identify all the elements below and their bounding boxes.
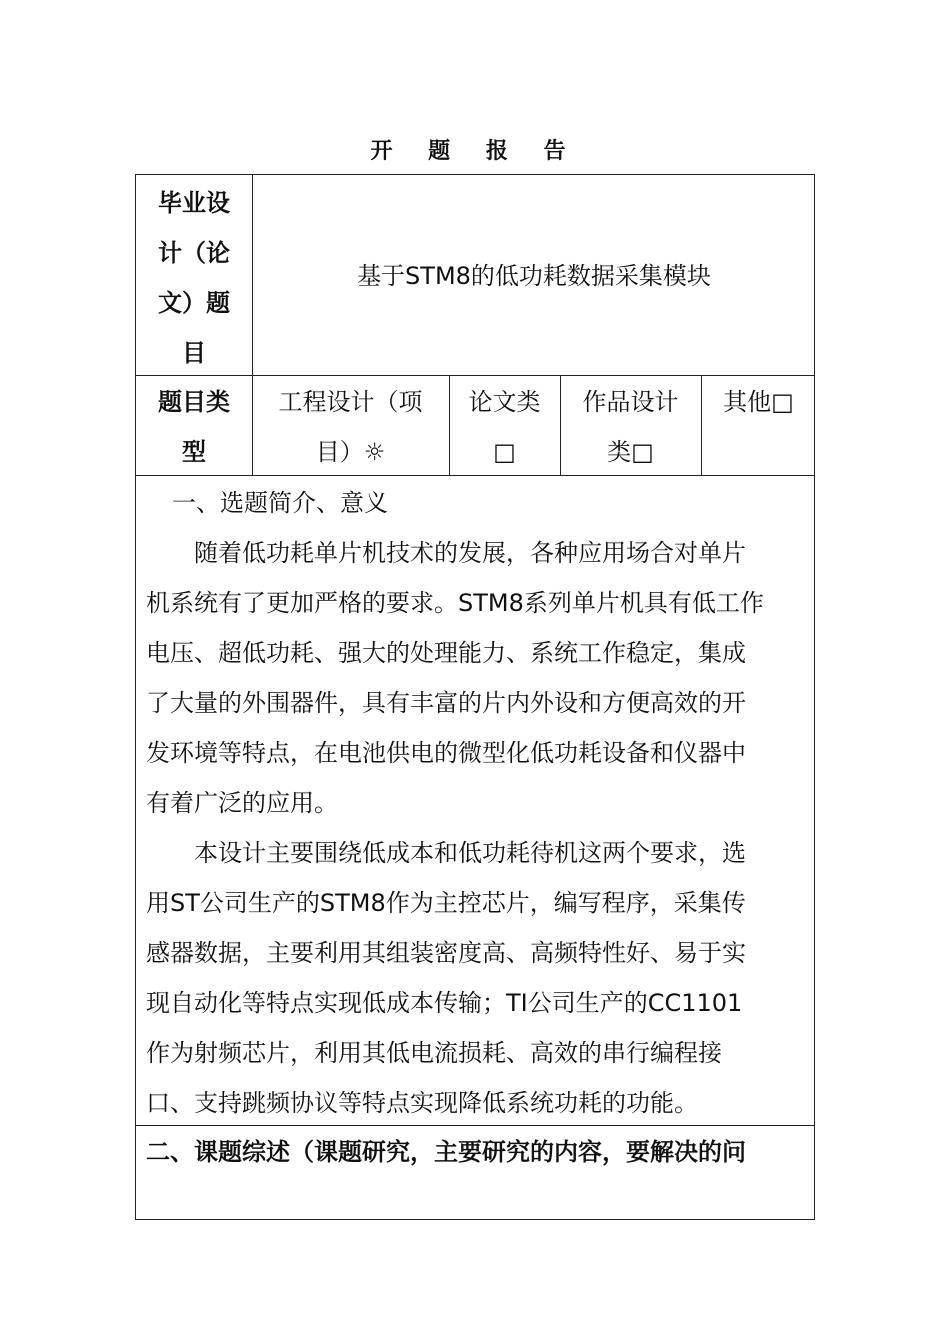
section-heading-intro: 一、选题简介、意义 — [172, 489, 388, 517]
option-engineering-design[interactable]: 工程设计（项 目）☼ — [278, 388, 423, 466]
thesis-title-label: 毕业设 计（论 文）题 目 — [158, 189, 230, 367]
section-heading-review: 二、课题综述（课题研究，主要研究的内容，要解决的问 — [146, 1138, 746, 1166]
proposal-table — [135, 174, 815, 1220]
paragraph-design: 本设计主要围绕低成本和低功耗待机这两个要求，选 用ST公司生产的STM8作为主控芯片，编写程序，采集传 感器数据，主要利用其组装密度高、高频特性好、易于实 现自动化等特点实现低成本传输；TI公司生产的CC1101 作为射频芯片，利用其低电流损耗、高效的串行编程接 口、支持跳频协议等特点实现降低系统功耗的功能。 — [146, 839, 746, 1117]
option-work-design[interactable]: 作品设计 类□ — [582, 388, 679, 466]
option-thesis[interactable]: 论文类 □ — [468, 388, 541, 466]
topic-type-label: 题目类 型 — [158, 388, 230, 466]
option-other[interactable]: 其他□ — [723, 388, 794, 416]
thesis-title-value: 基于STM8的低功耗数据采集模块 — [357, 262, 711, 290]
paragraph-background: 随着低功耗单片机技术的发展，各种应用场合对单片 机系统有了更加严格的要求。STM8系列单片机具有低工作 电压、超低功耗、强大的处理能力、系统工作稳定，集成 了大量的外围器件，具有丰富的片内外设和方便高效的开 发环境等特点，在电池供电的微型化低功耗设备和仪器中 有着广泛的应用。 — [146, 539, 764, 817]
page-title: 开 题 报 告 — [370, 139, 580, 164]
